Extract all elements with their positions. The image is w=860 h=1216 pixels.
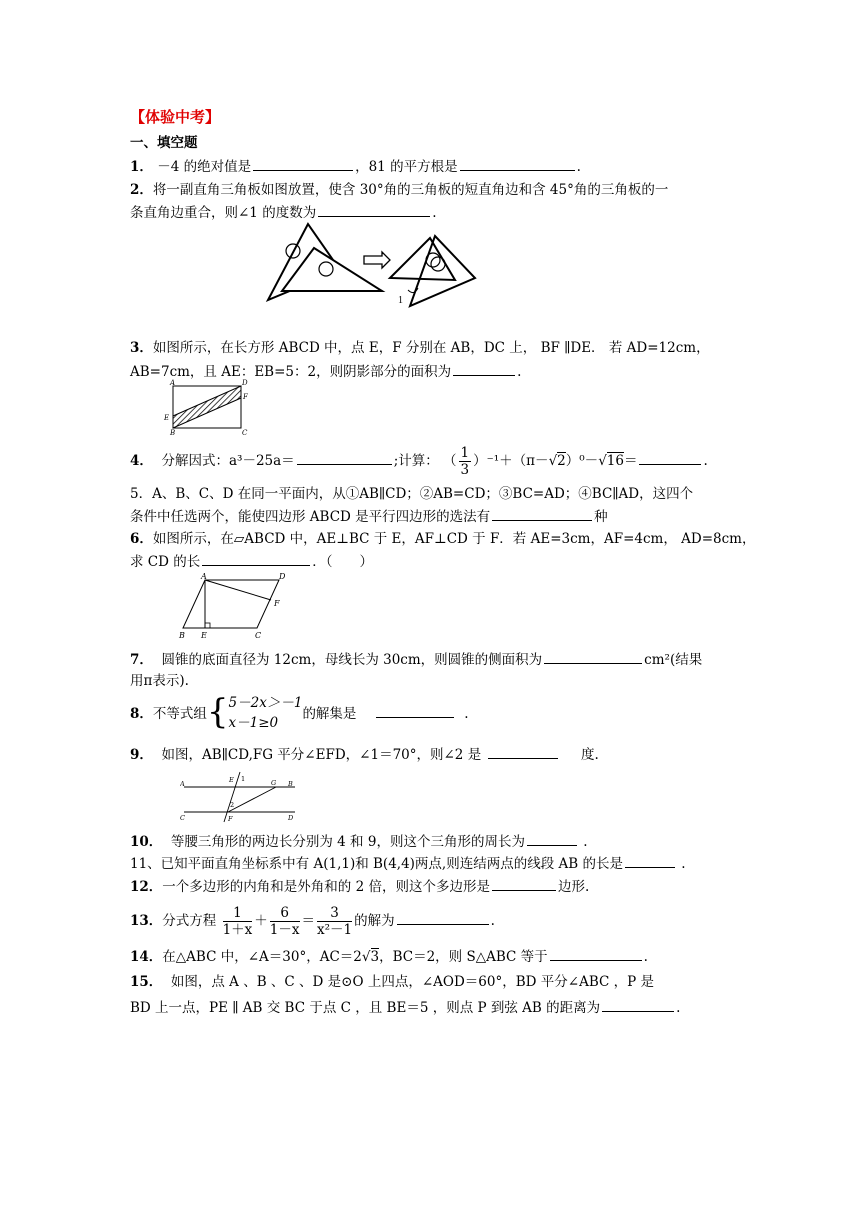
q6-text-2: 求 CD 的长 [130,554,201,570]
question-3-line-1 [130,338,710,358]
q14-number: 14． [130,949,163,965]
q7-text-1b: cm²(结果 [644,652,703,668]
q9-label-c: C [180,814,185,822]
q12-number: 12． [130,879,163,895]
q2-text-1: 将一副直角三角板如图放置，使含 30°角的三角板的短直角边和含 45°角的三角板的一 [152,182,669,198]
q6-label-a: A [201,572,207,581]
q5-text-1: 5．A、B、C、D 在同一平面内，从①AB∥CD；②AB=CD；③BC=AD；④BC∥AD，这四个 [130,486,694,502]
q8-text-a: 不等式组 [152,706,207,722]
question-7-line-2 [130,671,189,691]
section-header: 【体验中考】 [130,108,221,126]
q13-end: . [490,913,495,929]
section-title: 一、填空题 [130,135,198,151]
question-5-line-2 [130,506,608,527]
q9-number: 9． [130,747,153,763]
q15-blank[interactable] [602,997,674,1012]
q3-figure [162,378,257,436]
q3-label-b: B [170,429,176,436]
question-9 [130,744,599,765]
q3-label-c: C [242,429,248,436]
q14-text-b: ，BC＝2，则 S△ABC 等于 [379,949,548,965]
q4-sqrt-16: 16 [606,453,624,469]
q9-label-e: E [229,776,234,784]
question-15-line-1 [130,972,654,992]
q12-end: 边形. [557,879,590,895]
q4-blank-1[interactable] [297,450,392,465]
q1-end: . [576,159,581,175]
q2-end: . [432,205,437,221]
q3-label-e: E [164,414,170,422]
q9-label-1: 1 [241,775,246,783]
q13-fraction-3 [317,905,352,938]
q4-sqrt-2: 2 [557,453,566,469]
q5-blank[interactable] [492,506,592,521]
q9-label-g: G [271,779,277,787]
q8-system [229,693,303,733]
q13-blank[interactable] [397,910,489,925]
q7-number: 7． [130,652,153,668]
q2-figure [260,218,500,313]
q13-number: 13． [130,913,163,929]
q8-brace: { [206,692,229,732]
q3-end: . [517,364,522,380]
q3-label-a: A [170,379,176,387]
q4-end: . [703,453,708,469]
q5-text-2: 条件中任选两个，能使四边形 ABCD 是平行四边形的选法有 [130,509,491,525]
q10-number: 10． [130,834,163,850]
question-5-line-1 [130,484,693,504]
question-13 [130,902,495,942]
q10-end: . [583,834,588,850]
q13-equals: ＝ [301,913,315,929]
q6-figure [175,570,290,640]
q3-text-1: 如图所示，在长方形 ABCD 中，点 E，F 分别在 AB，DC 上， BF ∥DE． 若 AD=12cm， [152,340,710,356]
q9-label-d: D [288,814,294,822]
q9-blank[interactable] [488,744,558,759]
q4-text-c: ）⁻¹＋（π－ [473,453,549,469]
q15-end: . [676,1000,681,1016]
q3-label-d: D [242,379,248,387]
q9-end: 度. [580,747,599,763]
q8-inequality-2: x－1≥0 [228,715,279,731]
q13-f3-den: x²－1 [317,922,353,938]
question-1 [130,156,581,177]
question-6-line-2 [130,551,373,572]
q14-sqrt-3: 3 [370,949,380,965]
q8-inequality-1: 5－2x＞－1 [228,695,303,711]
q13-f1-num: 1 [223,905,253,922]
q13-text-a: 分式方程 [162,913,217,929]
q2-angle-label: 1 [398,295,403,306]
q5-end: 种 [594,509,608,525]
q2-blank[interactable] [318,202,430,217]
q8-end: . [464,706,469,722]
question-7-line-1 [130,649,702,670]
q4-frac-den: 3 [460,462,470,478]
q13-f2-den: 1－x [269,922,300,938]
q6-end: ．（ ） [312,554,373,570]
q6-number: 6． [130,531,153,547]
question-12 [130,876,589,897]
q9-label-a: A [180,780,185,788]
q11-end: . [681,856,686,872]
q6-text-1: 如图所示，在▱ABCD 中，AE⊥BC 于 E，AF⊥CD 于 F．若 AE=3cm，AF=4cm， AD=8cm， [152,531,756,547]
question-4: 4． 分解因式：a³－25a＝ ;计算： （ $\frac{1}{3}$ ）⁻¹＋（π－√2）⁰－√16＝ . [130,445,708,478]
q6-label-d: D [279,572,286,581]
q13-fraction-2 [270,905,300,938]
q4-text-e: ＝ [623,453,638,469]
question-11 [130,853,686,874]
q4-number: 4． [130,453,153,469]
q8-number: 8． [130,706,153,722]
q3-label-f: F [243,393,248,401]
q9-text-a: 如图，AB∥CD,FG 平分∠EFD，∠1＝70°，则∠2 是 [161,747,482,763]
q10-blank[interactable] [527,831,577,846]
q8-text-b: 的解集是 [302,706,357,722]
question-6-line-1 [130,529,755,549]
q9-label-f: F [228,815,233,823]
q3-text-2: AB=7cm，且 AE：EB=5：2，则阴影部分的面积为 [130,364,452,380]
q4-blank-2[interactable] [639,450,701,465]
q7-blank[interactable] [544,649,642,664]
q7-text-2: 用π表示). [130,673,189,689]
q14-text-a: 在△ABC 中，∠A＝30°，AC＝2 [162,949,362,965]
q4-text-d: ）⁰－ [565,453,599,469]
q6-label-f: F [274,599,280,608]
q13-f1-den: 1＋x [222,922,253,938]
q9-label-b: B [288,780,293,788]
q6-label-b: B [179,631,185,640]
q8-blank[interactable] [376,703,454,718]
q14-end: . [643,949,648,965]
q14-blank[interactable] [550,946,642,961]
question-2-line-1 [130,180,668,200]
q15-text-1: 如图，点 A 、B 、C 、D 是⊙O 上四点，∠AOD＝60°，BD 平分∠ABC ，P 是 [170,974,654,990]
q10-text-a: 等腰三角形的两边长分别为 4 和 9，则这个三角形的周长为 [170,834,525,850]
q6-label-c: C [255,631,262,640]
q1-text-b: ，81 的平方根是 [355,159,458,175]
q3-number: 3． [130,340,153,356]
q6-label-e: E [201,631,207,640]
q13-f2-num: 6 [270,905,300,922]
q4-text-a: 分解因式：a³－25a＝ [161,453,295,469]
q12-blank[interactable] [492,876,556,891]
q3-blank[interactable] [453,361,515,376]
q9-label-2: 2 [230,801,235,809]
q1-number: 1． [130,159,153,175]
question-8 [130,693,469,737]
q4-text-b: ;计算： [393,453,439,469]
q13-text-b: 的解为 [354,913,395,929]
q4-fraction [459,445,472,478]
q11-text: 11、已知平面直角坐标系中有 A(1,1)和 B(4,4)两点,则连结两点的线段 AB 的长是 [130,856,623,872]
question-10 [130,831,588,852]
q1-blank-1[interactable] [253,156,353,171]
q15-number: 15． [130,974,163,990]
q4-frac-num: 1 [460,445,470,461]
q9-figure [180,768,300,824]
q1-blank-2[interactable] [460,156,575,171]
q11-blank[interactable] [625,853,675,868]
q13-plus: ＋ [254,913,268,929]
q2-text-2: 条直角边重合，则∠1 的度数为 [130,205,317,221]
q15-text-2: BD 上一点，PE ∥ AB 交 BC 于点 C ，且 BE＝5 ，则点 P 到弦 AB 的距离为 [130,1000,601,1016]
q12-text-a: 一个多边形的内角和是外角和的 2 倍，则这个多边形是 [162,879,490,895]
q7-text-1: 圆锥的底面直径为 12cm，母线长为 30cm，则圆锥的侧面积为 [161,652,543,668]
question-14: 14．在△ABC 中，∠A＝30°，AC＝2√3，BC＝2，则 S△ABC 等于 . [130,946,648,967]
q2-number: 2． [130,182,153,198]
q13-f3-num: 3 [317,905,352,922]
question-15-line-2 [130,997,680,1018]
q6-blank[interactable] [202,551,310,566]
q13-fraction-1 [223,905,253,938]
q1-text-a: －4 的绝对值是 [157,159,252,175]
